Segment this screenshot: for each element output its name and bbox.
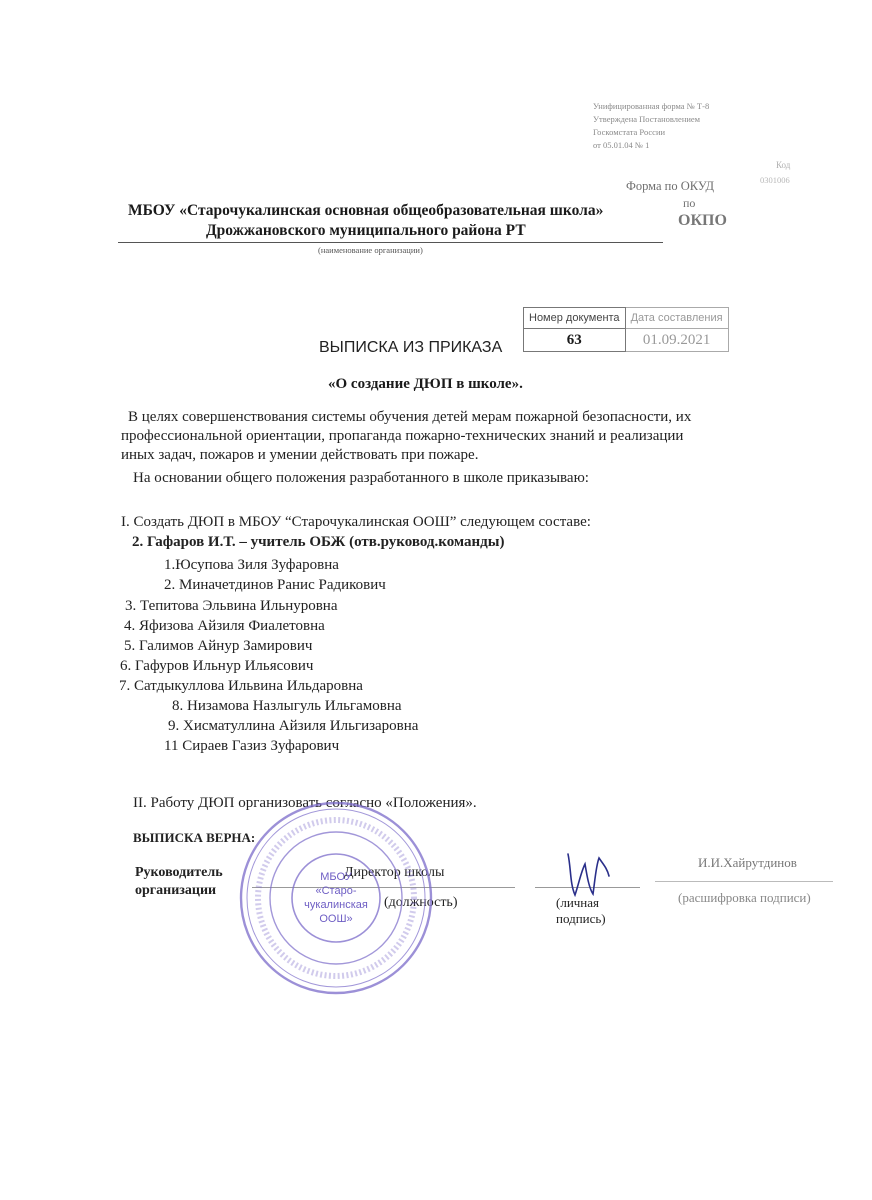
name-value: И.И.Хайрутдинов (698, 855, 797, 870)
code-label: Код (776, 160, 791, 170)
order-subject: «О создание ДЮП в школе». (328, 376, 523, 392)
position-caption: (должность) (384, 895, 458, 910)
okud-label: Форма по ОКУД (626, 179, 714, 193)
paragraph-line: профессиональной ориентации, пропаганда пожарно-технических знаний и реализации (121, 428, 684, 444)
order-item-2: II. Работу ДЮП организовать согласно «Положения». (133, 795, 477, 811)
team-member: 7. Сатдыкуллова Ильвина Ильдаровна (119, 678, 363, 694)
unified-form-line: Госкомстата России (593, 127, 666, 137)
head-label-line2: организации (135, 883, 217, 898)
okpo-label: ОКПО (678, 212, 727, 229)
seal-center-text: чукалинская (304, 899, 368, 911)
paragraph-line: В целях совершенствования системы обучения детей мерам пожарной безопасности, их (128, 409, 692, 425)
unified-form-note (593, 100, 709, 152)
team-member: 4. Яфизова Айзиля Фиалетовна (124, 618, 325, 634)
seal-ring-icon (238, 800, 434, 996)
order-item-1: I. Создать ДЮП в МБОУ “Старочукалинская ООШ” следующем составе: (121, 514, 591, 530)
signature-caption: (личная (556, 895, 600, 910)
document-date-value: 01.09.2021 (625, 329, 728, 352)
paragraph-line: иных задач, пожаров и умении действовать при пожаре. (121, 447, 479, 463)
team-member: 8. Низамова Назлыгуль Ильгамовна (172, 698, 402, 714)
document-date-header: Дата составления (625, 308, 728, 329)
po-label: по (683, 196, 696, 210)
unified-form-line: Унифицированная форма № Т-8 (593, 101, 710, 111)
signature-mark (565, 850, 611, 898)
team-member: 6. Гафуров Ильнур Ильясович (120, 658, 314, 674)
organization-underline (118, 242, 663, 243)
paragraph-line: На основании общего положения разработанного в школе приказываю: (133, 470, 589, 486)
document-number-header: Номер документа (524, 308, 626, 329)
team-leader: 2. Гафаров И.Т. – учитель ОБЖ (отв.руковод.команды) (132, 534, 505, 550)
okud-code: 0301006 (760, 175, 790, 185)
team-member: 5. Галимов Айнур Замирович (124, 638, 313, 654)
organization-name-line1: МБОУ «Старочукалинская основная общеобразовательная школа» (128, 202, 604, 219)
name-caption: (расшифровка подписи) (678, 890, 811, 905)
official-seal (238, 800, 434, 996)
seal-center-text: МБОУ (320, 871, 352, 883)
team-member: 11 Сираев Газиз Зуфарович (164, 738, 340, 754)
name-line (655, 881, 833, 882)
team-member: 1.Юсупова Зиля Зуфаровна (164, 557, 339, 573)
unified-form-line: Утверждена Постановлением (593, 114, 701, 124)
seal-center-text: ООШ» (319, 913, 353, 925)
extract-verified: ВЫПИСКА ВЕРНА: (133, 830, 256, 845)
document-number-value: 63 (524, 329, 626, 352)
document-info-table (523, 307, 729, 352)
document-title: ВЫПИСКА ИЗ ПРИКАЗА (319, 339, 503, 356)
unified-form-line: от 05.01.04 № 1 (593, 140, 650, 150)
team-member: 2. Миначетдинов Ранис Радикович (164, 577, 386, 593)
seal-center-text: «Старо- (315, 885, 357, 897)
signature-caption: подпись) (556, 911, 606, 926)
position-value: Директор школы (344, 865, 445, 880)
team-member: 3. Тепитова Эльвина Ильнуровна (125, 598, 338, 614)
organization-name-line2: Дрожжановского муниципального района РТ (206, 222, 526, 239)
organization-caption: (наименование организации) (318, 245, 423, 255)
head-label-line1: Руководитель (135, 865, 223, 880)
team-member: 9. Хисматуллина Айзиля Ильгизаровна (168, 718, 419, 734)
